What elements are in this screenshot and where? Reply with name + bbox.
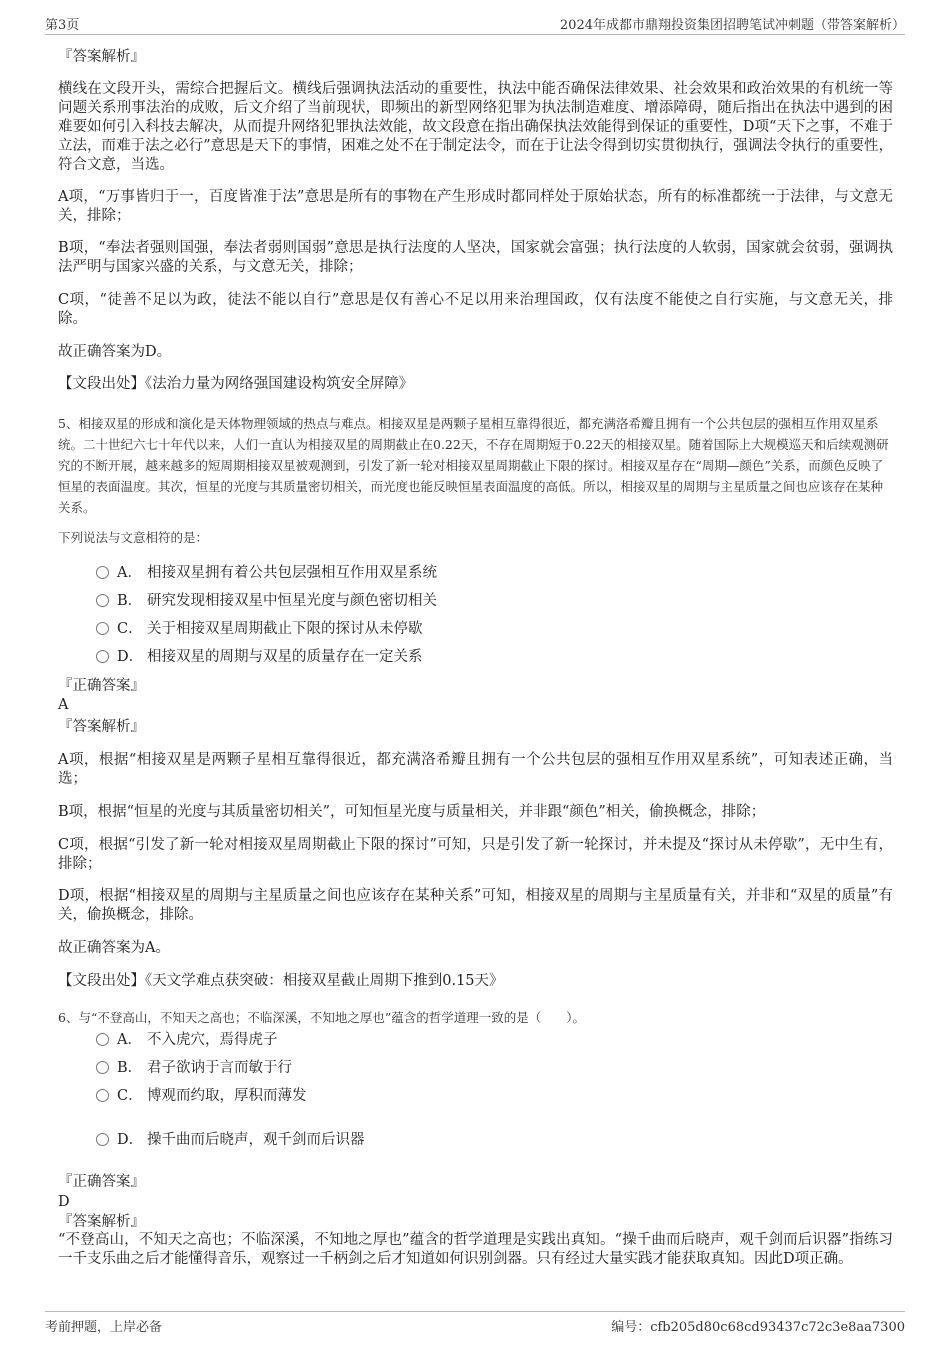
q5-conclusion: 故正确答案为A。 — [58, 940, 170, 956]
q5-option-b[interactable]: B． 研究发现相接双星中恒星光度与颜色密切相关 — [96, 591, 437, 611]
q4-conclusion: 故正确答案为D。 — [58, 344, 172, 360]
document-title: 2024年成都市鼎翔投资集团招聘笔试冲刺题（带答案解析） — [559, 18, 905, 33]
q4-option-b-analysis: B项，“奉法者强则国强，奉法者弱则国弱”意思是执行法度的人坚决，国家就会富强；执行法度的人软弱，国家就会贫弱，强调执法严明与国家兴盛的关系，与文意无关，排除； — [58, 240, 893, 275]
document-id: 编号：cfb205d80c68cd93437c72c3e8aa7300 — [611, 1320, 905, 1335]
radio-icon[interactable] — [96, 650, 109, 663]
page-header — [45, 14, 905, 35]
radio-icon[interactable] — [96, 622, 109, 635]
q6-analysis-label: 『答案解析』 — [58, 1214, 145, 1230]
radio-icon[interactable] — [96, 1089, 109, 1102]
q5-option-c-analysis: C项，根据“引发了新一轮对相接双星周期截止下限的探讨”可知，只是引发了新一轮探讨，并未提及“探讨从未停歇”，无中生有，排除； — [58, 837, 893, 872]
q5-option-c[interactable]: C． 关于相接双星周期截止下限的探讨从未停歇 — [96, 619, 423, 639]
q4-analysis-label: 『答案解析』 — [58, 49, 145, 65]
q6-option-a[interactable]: A． 不入虎穴，焉得虎子 — [96, 1030, 278, 1050]
q5-option-a-analysis: A项，根据“相接双星是两颗子星相互靠得很近，都充满洛希瓣且拥有一个公共包层的强相互作用双星系统”，可知表述正确，当选； — [58, 752, 893, 787]
q5-option-a[interactable]: A． 相接双星拥有着公共包层强相互作用双星系统 — [96, 563, 437, 583]
radio-icon[interactable] — [96, 1133, 109, 1146]
q6-question: 6、与“不登高山，不知天之高也；不临深溪，不知地之厚也”蕴含的哲学道理一致的是（ ）。 — [58, 1010, 585, 1025]
q4-option-c-analysis: C项，“徒善不足以为政，徒法不能以自行”意思是仅有善心不足以用来治理国政，仅有法度不能使之自行实施，与文意无关，排除。 — [58, 292, 893, 327]
q4-option-a-analysis: A项，“万事皆归于一，百度皆准于法”意思是所有的事物在产生形成时都同样处于原始状态，所有的标准都统一于法律，与文意无关，排除； — [58, 189, 893, 224]
q5-answer: A — [58, 697, 69, 713]
q6-answer-label: 『正确答案』 — [58, 1174, 145, 1190]
q5-passage: 5、相接双星的形成和演化是天体物理领域的热点与难点。相接双星是两颗子星相互靠得很近，都充满洛希瓣且拥有一个公共包层的强相互作用双星系统。二十世纪六七十年代以来，人们一直认为相接双星的周期截止在0.22天，不存在周期短于0.22天的相接双星。随着国际上大规模巡天和后续观测研究的不断开展，越来越多的短周期相接双星被观测到，引发了新一轮对相接双星周期截止下限的探讨。相接双星存在“周期—颜色”关系，而颜色反映了恒星的表面温度。其次，恒星的光度与其质量密切相关，而光度也能反映恒星表面温度的高低。所以，相接双星的周期与主星质量之间也应该存在某种关系。 — [58, 416, 889, 515]
q5-prompt: 下列说法与文意相符的是： — [58, 530, 209, 545]
q4-analysis-text: 横线在文段开头，需综合把握后文。横线后强调执法活动的重要性，执法中能否确保法律效果、社会效果和政治效果的有机统一等问题关系刑事法治的成败，后文介绍了当前现状，即频出的新型网络犯罪为执法制造难度、增添障碍，随后指出在执法中遇到的困难要如何引入科技去解决，从而提升网络犯罪执法效能，故文段意在指出确保执法效能得到保证的重要性，D项“天下之事，不难于立法，而难于法之必行”意思是天下的事情，困难之处不在于制定法令，而在于让法令得到切实贯彻执行，强调法令执行的重要性，符合文意，当选。 — [58, 81, 893, 173]
radio-icon[interactable] — [96, 594, 109, 607]
q5-analysis-label: 『答案解析』 — [58, 719, 145, 735]
radio-icon[interactable] — [96, 566, 109, 579]
q5-option-d-analysis: D项，根据“相接双星的周期与主星质量之间也应该存在某种关系”可知，相接双星的周期与主星质量有关，并非和“双星的质量”有关，偷换概念，排除。 — [58, 888, 893, 923]
q6-option-d[interactable]: D． 操千曲而后晓声，观千剑而后识器 — [96, 1130, 365, 1150]
page-number: 第3页 — [45, 18, 80, 33]
footer-slogan: 考前押题，上岸必备 — [45, 1320, 163, 1335]
radio-icon[interactable] — [96, 1061, 109, 1074]
q6-answer: D — [58, 1194, 70, 1210]
q5-answer-label: 『正确答案』 — [58, 678, 145, 694]
q6-option-b[interactable]: B． 君子欲讷于言而敏于行 — [96, 1058, 292, 1078]
radio-icon[interactable] — [96, 1033, 109, 1046]
page-footer — [45, 1311, 905, 1338]
q5-option-d[interactable]: D． 相接双星的周期与双星的质量存在一定关系 — [96, 647, 423, 667]
q4-source: 【文段出处】《法治力量为网络强国建设构筑安全屏障》 — [58, 376, 414, 392]
q6-option-c[interactable]: C． 博观而约取，厚积而薄发 — [96, 1086, 307, 1106]
q6-analysis-text: “不登高山，不知天之高也；不临深溪，不知地之厚也”蕴含的哲学道理是实践出真知。“操千曲而后晓声，观千剑而后识器”指练习一千支乐曲之后才能懂得音乐，观察过一千柄剑之后才知道如何识别剑器。只有经过大量实践才能获取真知。因此D项正确。 — [58, 1232, 893, 1267]
q5-source: 【文段出处】《天文学难点获突破：相接双星截止周期下推到0.15天》 — [58, 973, 504, 989]
q5-option-b-analysis: B项，根据“恒星的光度与其质量密切相关”，可知恒星光度与质量相关，并非跟“颜色”相关，偷换概念，排除； — [58, 804, 766, 820]
